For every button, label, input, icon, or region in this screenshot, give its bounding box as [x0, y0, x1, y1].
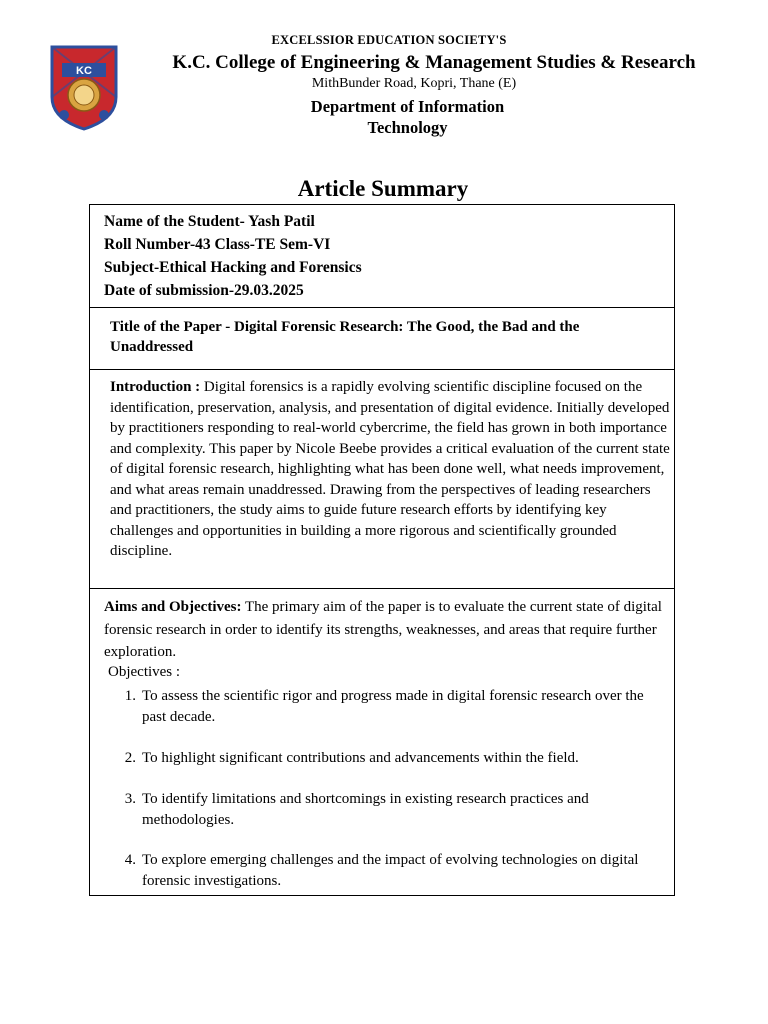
college-name: K.C. College of Engineering & Management Studies & Research: [172, 52, 696, 73]
objective-text: To explore emerging challenges and the impact of evolving technologies on digital forensic investigations.: [142, 852, 639, 889]
student-name: Name of the Student- Yash Patil: [104, 213, 315, 230]
document-title: Article Summary: [297, 176, 469, 201]
objective-number: 1.: [124, 688, 136, 704]
department-line-1: Department of Information: [310, 97, 505, 116]
aims-text: The primary aim of the paper is to evaluate the current state of digital forensic research in order to identify its strengths, weaknesses, and areas that require further exploration.: [104, 599, 662, 660]
aims-label: Aims and Objectives:: [104, 599, 242, 615]
aims-section: [89, 588, 675, 896]
college-address: MithBunder Road, Kopri, Thane (E): [311, 76, 517, 91]
objective-text: To assess the scientific rigor and progress made in digital forensic research over the past decade.: [142, 688, 644, 725]
objective-text: To identify limitations and shortcomings in existing research practices and methodologies.: [142, 791, 589, 828]
objective-text: To highlight significant contributions and advancements within the field.: [142, 750, 579, 766]
introduction-paragraph: [110, 377, 670, 562]
objectives-label: Objectives :: [108, 664, 181, 680]
objective-number: 3.: [124, 791, 136, 807]
department-line-2: Technology: [367, 118, 448, 137]
paper-title-section: [89, 307, 675, 370]
objective-item: [118, 789, 668, 830]
introduction-text: Digital forensics is a rapidly evolving scientific discipline focused on the identification, preservation, analysis, and presentation of digital evidence. Initially developed by practitioners responding to real-world cybercrime, the field has grown in both importance and complexity. This paper by Nicole Beebe provides a critical evaluation of the current state of digital forensic research, highlighting what has been done well, what needs improvement, and what areas remain unaddressed. Drawing from the perspectives of leading researchers and practitioners, the study aims to guide future research efforts by identifying key challenges and opportunities in building a more rigorous and scientifically grounded discipline.: [110, 379, 670, 559]
objective-item: [118, 850, 668, 891]
introduction-label: Introduction :: [110, 379, 201, 395]
objective-item: [118, 686, 668, 727]
submission-date: Date of submission-29.03.2025: [104, 282, 304, 299]
introduction-section: [89, 369, 675, 589]
objective-item: [118, 748, 668, 769]
aims-paragraph: [104, 596, 670, 664]
objective-number: 2.: [124, 750, 136, 766]
svg-text:KC: KC: [76, 65, 92, 77]
paper-title: Title of the Paper - Digital Forensic Research: The Good, the Bad and the Unaddressed: [110, 319, 580, 355]
student-subject: Subject-Ethical Hacking and Forensics: [104, 259, 362, 276]
objective-number: 4.: [124, 852, 136, 868]
society-name: EXCELSSIOR EDUCATION SOCIETY'S: [271, 33, 507, 47]
student-info-section: [89, 204, 675, 308]
student-roll: Roll Number-43 Class-TE Sem-VI: [104, 236, 331, 253]
